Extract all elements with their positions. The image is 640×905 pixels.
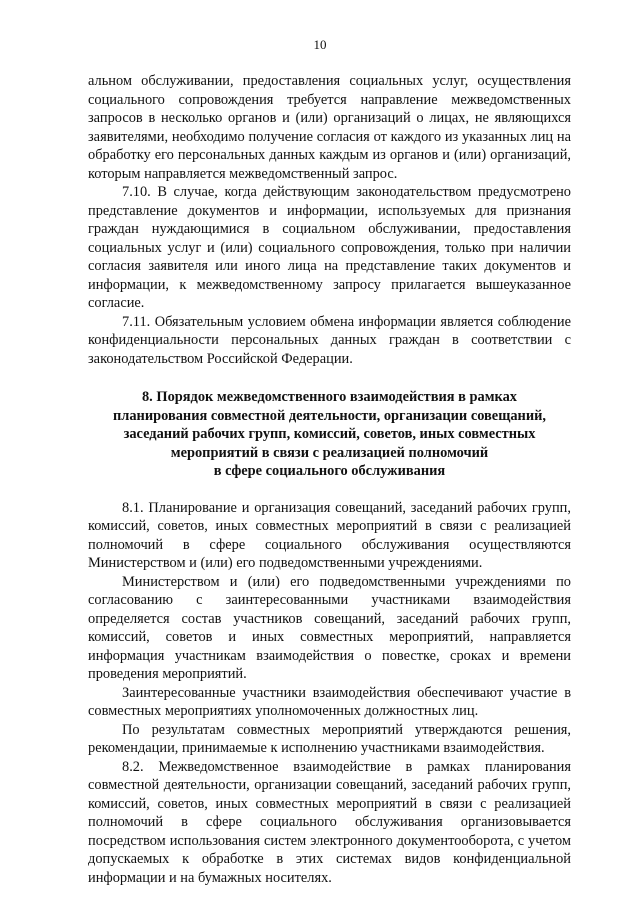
paragraph-8-1-attendance: Заинтересованные участники взаимодействия обеспечивают участие в совместных мероприятиях уполномоченных должностных лиц. — [88, 684, 571, 719]
heading-line: в сфере социального обслуживания — [213, 463, 446, 479]
paragraph-8-1-results: По результатам совместных мероприятий утверждаются решения, рекомендации, принимаемые к исполнению участниками взаимодействия. — [88, 721, 571, 756]
page-number: 10 — [313, 37, 327, 52]
paragraph-7-9-continuation: альном обслуживании, предоставления социальных услуг, осуществления социального сопровождения требуется направление межведомственных запросов в несколько органов и (или) организаций о лицах, не являющихся заявителями, необходимо получение согласия от каждого из указанных лиц на обработку его персональных данных каждым из органов и (или) организаций, которым направляется межведомственный запрос. — [88, 73, 571, 182]
document-body — [88, 72, 571, 887]
heading-line: планирования совместной деятельности, организации совещаний, — [112, 407, 547, 424]
paragraph-8-1-participants: Министерством и (или) его подведомственными учреждениями по согласованию с заинтересованными участниками взаимодействия определяется состав участников совещаний, заседаний рабочих групп, комиссий, советов и иных совместных мероприятий, направляется информация участникам взаимодействия о повестке, сроках и времени проведения мероприятий. — [88, 573, 571, 682]
section-8-heading — [88, 388, 571, 481]
paragraph-8-1: 8.1. Планирование и организация совещаний, заседаний рабочих групп, комиссий, советов, иных совместных мероприятий в связи с реализацией полномочий в сфере социального обслуживания осуществляются Министерством и (или) его подведомственными учреждениями. — [88, 499, 571, 571]
paragraph-7-10: 7.10. В случае, когда действующим законодательством предусмотрено представление документов и информации, используемых для признания граждан нуждающимися в социальном обслуживании, предоставления социальных услуг и (или) социального сопровождения, только при наличии согласия заявителя или иного лица на представление таких документов и информации, к межведомственному запросу прилагается вышеуказанное согласие. — [88, 184, 571, 311]
paragraph-8-2: 8.2. Межведомственное взаимодействие в рамках планирования совместной деятельности, организации совещаний, заседаний рабочих групп, комиссий, советов, иных совместных мероприятий в связи с реализацией полномочий в сфере социального обслуживания организовывается посредством использования систем электронного документооборота, с учетом допускаемых к обработке в этих системах видов конфиденциальной информации и на бумажных носителях. — [88, 758, 571, 886]
paragraph-7-11: 7.11. Обязательным условием обмена информации является соблюдение конфиденциальности персональных данных граждан в соответствии с законодательством Российской Федерации. — [88, 313, 571, 367]
heading-line: мероприятий в связи с реализацией полномочий — [170, 444, 489, 461]
heading-line: заседаний рабочих групп, комиссий, советов, иных совместных — [123, 426, 536, 442]
heading-line: 8. Порядок межведомственного взаимодействия в рамках — [141, 389, 518, 405]
